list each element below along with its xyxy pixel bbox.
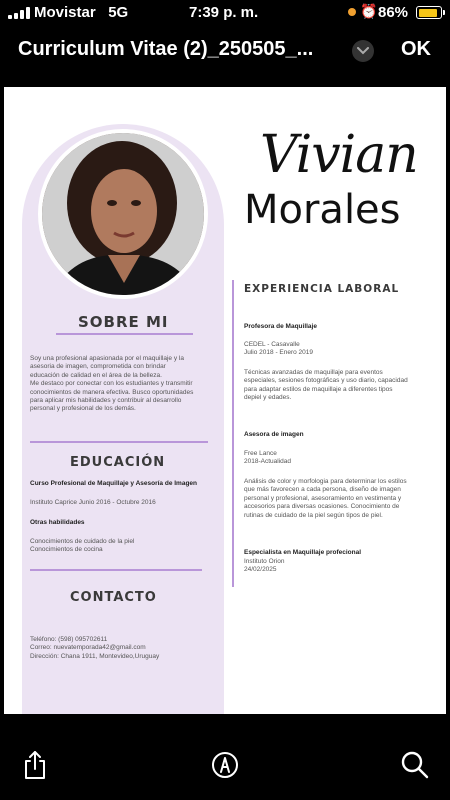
about-divider: [56, 333, 193, 335]
contact-address: Dirección: Chana 1911, Montevideo,Uruguay: [30, 652, 160, 660]
network-label: 5G: [108, 4, 129, 21]
education-top-divider: [30, 441, 208, 443]
search-icon[interactable]: [400, 750, 430, 780]
list-item: Conocimientos de cocina: [30, 546, 103, 554]
contact-phone: Teléfono: (598) 095702611: [30, 636, 108, 643]
contact-info: [30, 636, 230, 661]
clock: 7:39 p. m.: [189, 4, 259, 21]
signal-icon: [8, 7, 30, 19]
document-title: Curriculum Vitae (2)_250505_...: [18, 38, 314, 60]
markup-icon[interactable]: [210, 750, 240, 780]
job-description: Técnicas avanzadas de maquillaje para eventos especiales, sesiones fotográficas y uso diario, capacidad para adaptar estilos de maquillaje a diferentes tipos depiel y edades.: [244, 369, 408, 402]
job-place-dates: CEDEL - Casavalle Julio 2018 - Enero 2019: [244, 341, 314, 357]
job-description: Análisis de color y morfologia para determinar los estilos que más favorecen a cada persona, diseño de imagen personal y profesional, asesoramiento en vestimenta y accesorios para diversas ocasiones. Conocimiento de rutinas de cuidado de la piel según tipos de piel.: [244, 478, 407, 519]
job-place-dates: Instituto Orion 24/02/2025: [244, 558, 285, 574]
share-icon[interactable]: [20, 750, 50, 780]
first-name: Vivian: [260, 125, 418, 185]
chevron-down-icon[interactable]: [352, 40, 374, 62]
ok-button[interactable]: OK: [401, 38, 431, 60]
job-role: Profesora de Maquillaje: [244, 323, 317, 330]
experience-title: EXPERIENCIA LABORAL: [244, 283, 400, 295]
contact-title: CONTACTO: [70, 590, 157, 605]
list-item: Conocimientos de cuidado de la piel: [30, 538, 135, 545]
status-bar: [0, 0, 450, 26]
carrier-label: Movistar 5G: [34, 4, 129, 21]
job-place-dates: Free Lance 2018-Actualidad: [244, 450, 291, 466]
battery-icon: [416, 6, 442, 19]
recording-dot-icon: [348, 8, 356, 16]
about-text: Soy una profesional apasionada por el maquillaje y la asesoria de imagen, comprometida con brindar educación de calidad en el área de la belleza. Me destaco por conectar con los estudiantes y transmitir conocimientos de manera efectiva. Busco oportunidades para aplicar mis habilidades y contribuir al desarrollo personal y profesional de los demás.: [30, 355, 194, 413]
about-title: SOBRE MI: [78, 313, 169, 331]
bottom-toolbar: [0, 750, 450, 800]
resume-page: [4, 87, 446, 714]
contact-email: Correo: nuevatemporada42@gmail.com: [30, 644, 146, 652]
education-course-detail: Instituto Caprice Junio 2016 - Octubre 2016: [30, 499, 156, 506]
education-course: Curso Profesional de Maquillaje y Asesoría de Imagen: [30, 480, 198, 487]
alarm-icon: ⏰: [360, 3, 378, 19]
experience-accent-line: [232, 280, 234, 587]
other-skills-list: [30, 538, 230, 555]
other-skills-title: Otras habilidades: [30, 519, 85, 526]
contact-top-divider: [30, 569, 202, 571]
last-name: Morales: [244, 187, 401, 233]
profile-photo: [38, 129, 208, 299]
job-role: Asesora de imagen: [244, 431, 304, 438]
education-title: EDUCACIÓN: [70, 455, 166, 470]
title-bar: [0, 30, 450, 74]
job-role: Especialista en Maquillaje profecional: [244, 549, 362, 556]
battery-percent: 86%: [378, 4, 409, 21]
